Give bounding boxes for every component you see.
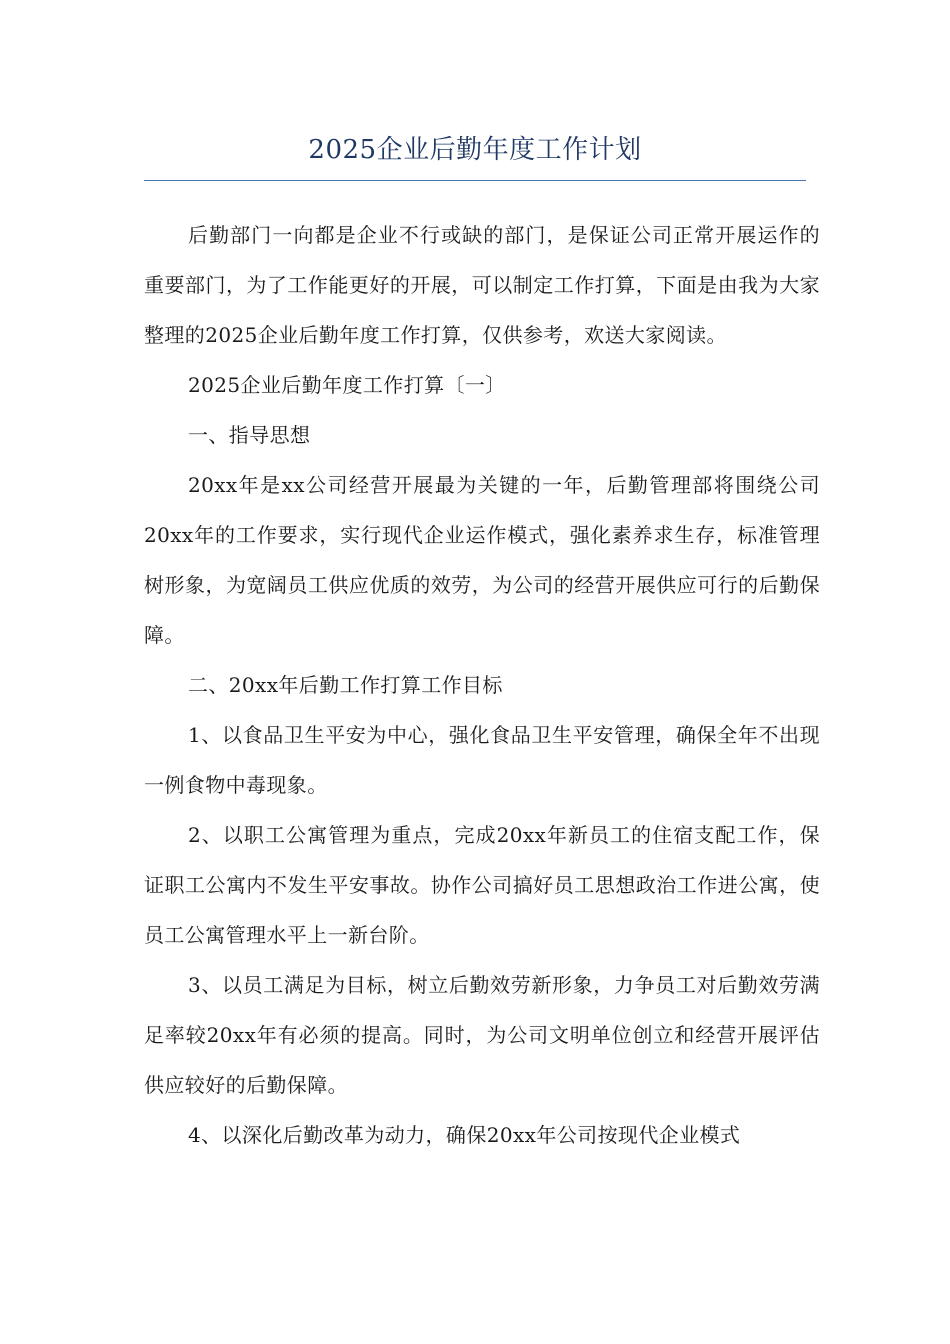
heading-guiding-thought: 一、指导思想 <box>188 423 311 447</box>
paragraph-guiding-thought: 20xx年是xx公司经营开展最为关键的一年，后勤管理部将围绕公司20xx年的工作要求，实行现代企业运作模式，强化素养求生存，标准管理树形象，为宽阔员工供应优质的效劳，为公司的经营开展供应可行的后勤保障。 <box>144 473 820 647</box>
paragraph-intro: 后勤部门一向都是企业不行或缺的部门，是保证公司正常开展运作的重要部门，为了工作能更好的开展，可以制定工作打算，下面是由我为大家整理的2025企业后勤年度工作打算，仅供参考，欢送大家阅读。 <box>144 223 820 347</box>
goal-item-1: 1、以食品卫生平安为中心，强化食品卫生平安管理，确保全年不出现一例食物中毒现象。 <box>144 723 820 797</box>
goal-item-4: 4、以深化后勤改革为动力，确保20xx年公司按现代企业模式 <box>188 1123 741 1147</box>
document-body <box>144 210 820 1160</box>
goal-item-3: 3、以员工满足为目标，树立后勤效劳新形象，力争员工对后勤效劳满足率较20xx年有必须的提高。同时，为公司文明单位创立和经营开展评估供应较好的后勤保障。 <box>144 973 820 1097</box>
document-title: 2025企业后勤年度工作计划 <box>308 135 642 165</box>
section-heading-plan-one: 2025企业后勤年度工作打算〔一〕 <box>188 373 506 397</box>
title-divider <box>144 180 806 181</box>
goal-item-2: 2、以职工公寓管理为重点，完成20xx年新员工的住宿支配工作，保证职工公寓内不发生平安事故。协作公司搞好员工思想政治工作进公寓，使员工公寓管理水平上一新台阶。 <box>144 823 820 947</box>
heading-work-goals: 二、20xx年后勤工作打算工作目标 <box>188 673 503 697</box>
